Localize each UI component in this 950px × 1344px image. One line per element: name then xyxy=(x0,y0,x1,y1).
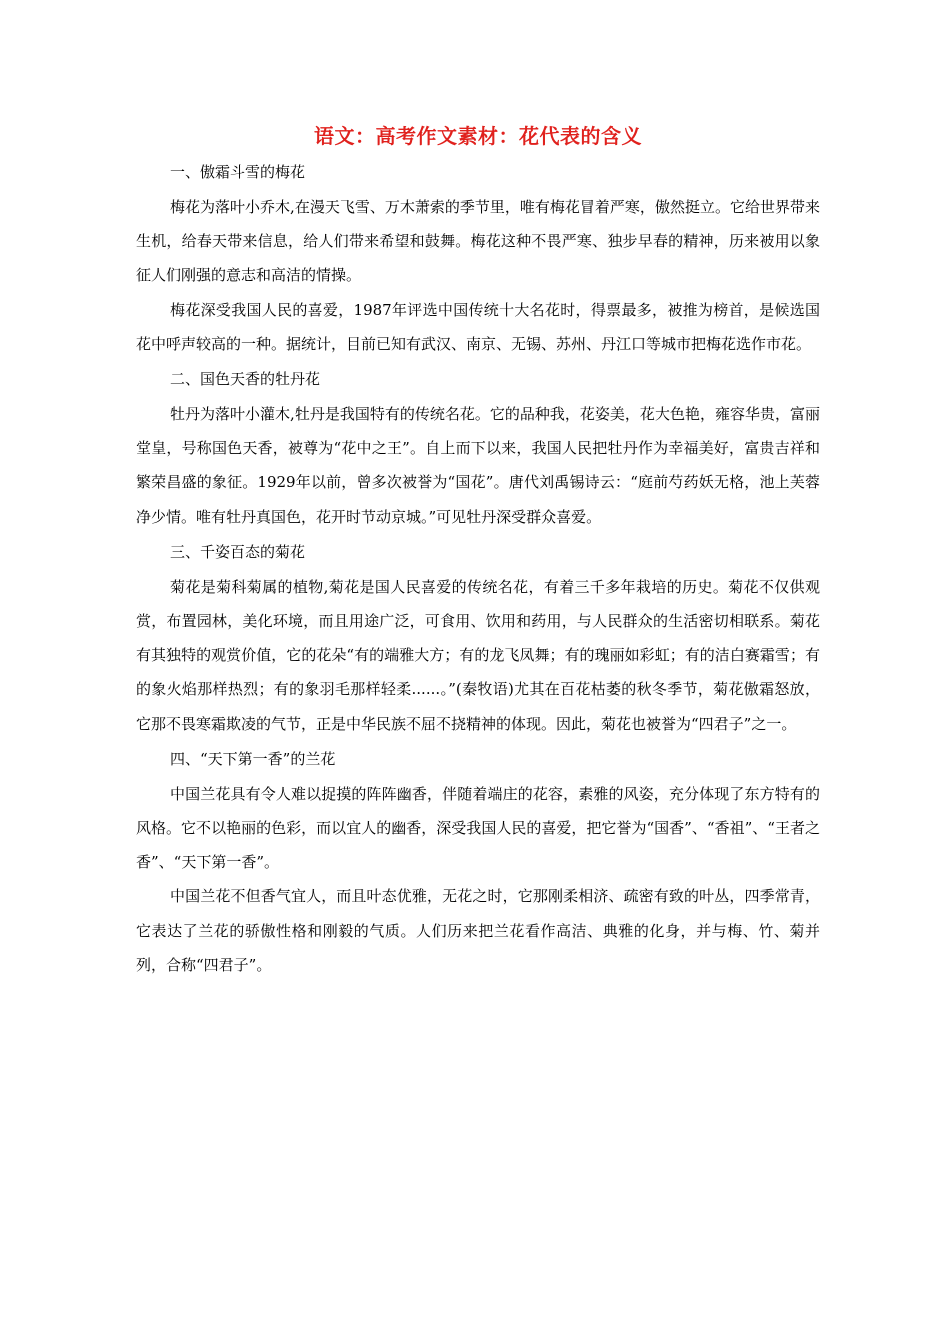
section-heading: 一、傲霜斗雪的梅花 xyxy=(170,163,306,181)
section-heading: 四、“天下第一香”的兰花 xyxy=(170,749,336,768)
section-plum xyxy=(136,154,820,361)
paragraph: 中国兰花不但香气宜人，而且叶态优雅，无花之时，它那刚柔相济、疏密有致的叶丛，四季常青，它表达了兰花的骄傲性格和刚毅的气质。人们历来把兰花看作高洁、典雅的化身，并与梅、竹、菊并列，合称“四君子”。 xyxy=(136,887,820,974)
paragraph: 牡丹为落叶小灌木,牡丹是我国特有的传统名花。它的品种我，花姿美，花大色艳，雍容华贵，富丽堂皇，号称国色天香，被尊为“花中之王”。自上而下以来，我国人民把牡丹作为幸福美好，富贵吉祥和繁荣昌盛的象征。1929年以前，曾多次被誉为“国花”。唐代刘禹锡诗云：“庭前芍药妖无格，池上芙蓉净少情。唯有牡丹真国色，花开时节动京城。”可见牡丹深受群众喜爱。 xyxy=(136,405,820,526)
section-peony xyxy=(136,361,820,534)
document-title: 语文：高考作文素材：花代表的含义 xyxy=(314,124,642,148)
section-heading: 二、国色天香的牡丹花 xyxy=(170,370,321,389)
paragraph: 菊花是菊科菊属的植物,菊花是国人民喜爱的传统名花，有着三千多年栽培的历史。菊花不仅供观赏，布置园林，美化环境，而且用途广泛，可食用、饮用和药用，与人民群众的生活密切相联系。菊花有其独特的观赏价值，它的花朵“有的端雅大方；有的龙飞凤舞；有的瑰丽如彩虹；有的洁白赛霜雪；有的象火焰那样热烈；有的象羽毛那样轻柔......。”(秦牧语)尤其在百花枯萎的秋冬季节，菊花傲霜怒放，它那不畏寒霜欺凌的气节，正是中华民族不屈不挠精神的体现。因此，菊花也被誉为“四君子”之一。 xyxy=(136,577,820,733)
paragraph: 中国兰花具有令人难以捉摸的阵阵幽香，伴随着端庄的花容，素雅的风姿，充分体现了东方特有的风格。它不以艳丽的色彩，而以宜人的幽香，深受我国人民的喜爱，把它誉为“国香”、“香祖”、“王者之香”、“天下第一香”。 xyxy=(136,784,820,872)
section-orchid xyxy=(136,741,820,982)
section-chrysanthemum xyxy=(136,534,820,741)
paragraph: 梅花为落叶小乔木,在漫天飞雪、万木萧索的季节里，唯有梅花冒着严寒，傲然挺立。它给世界带来生机，给春天带来信息，给人们带来希望和鼓舞。梅花这种不畏严寒、独步早春的精神，历来被用以象征人们刚强的意志和高洁的情操。 xyxy=(136,198,820,285)
document-page xyxy=(136,118,820,982)
section-heading: 三、千姿百态的菊花 xyxy=(170,542,306,561)
paragraph: 梅花深受我国人民的喜爱，1987年评选中国传统十大名花时，得票最多，被推为榜首，是候选国花中呼声较高的一种。据统计，目前已知有武汉、南京、无锡、苏州、丹江口等城市把梅花选作市花。 xyxy=(136,300,820,353)
